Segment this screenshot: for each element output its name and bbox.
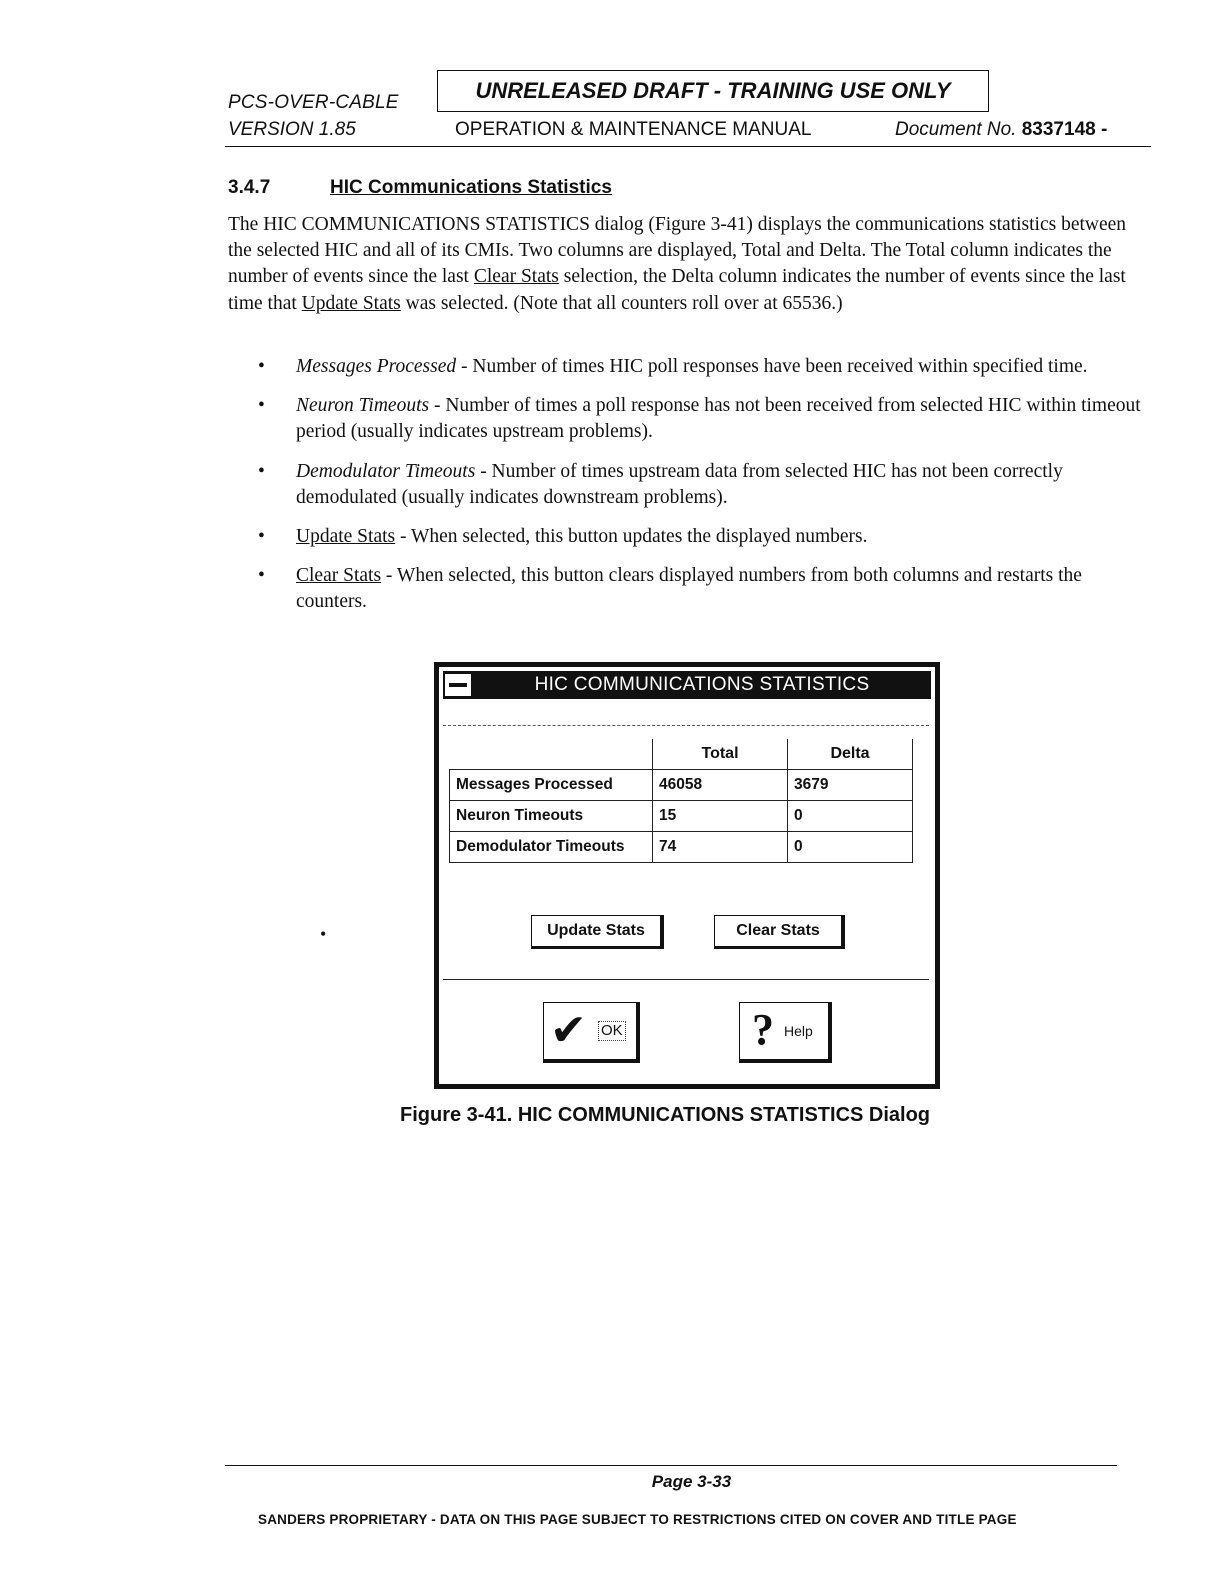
intro-text-2: selection, the Delta column indicates the number of events since the last time that [228, 266, 1126, 314]
ok-button-label: OK [598, 1021, 626, 1041]
header-product: PCS-OVER-CABLE [228, 92, 399, 113]
intro-paragraph [228, 212, 1148, 317]
ok-button[interactable] [543, 1002, 640, 1063]
total-value: 46058 [653, 770, 788, 801]
intro-link-clear-stats: Clear Stats [473, 266, 559, 288]
section-title: HIC Communications Statistics [330, 177, 612, 198]
stray-bullet-icon: • [320, 924, 327, 944]
dialog-title: HIC COMMUNICATIONS STATISTICS [534, 674, 870, 695]
row-label: Demodulator Timeouts [450, 832, 653, 863]
proprietary-notice: SANDERS PROPRIETARY - DATA ON THIS PAGE SUBJECT TO RESTRICTIONS CITED ON COVER AND TITLE PAGE [258, 1512, 1017, 1527]
bullet-icon: • [258, 460, 265, 482]
header-rule [225, 146, 1151, 147]
list-item-text: - When selected, this button updates the displayed numbers. [395, 526, 868, 548]
list-item-term: Clear Stats [296, 565, 382, 587]
bullet-icon: • [258, 356, 265, 377]
row-label: Messages Processed [450, 770, 653, 801]
row-label: Neuron Timeouts [450, 801, 653, 832]
bullet-icon: • [258, 526, 265, 548]
list-item [258, 354, 1148, 380]
table-row [450, 770, 913, 801]
header-draft-notice: UNRELEASED DRAFT - TRAINING USE ONLY [437, 70, 989, 112]
question-mark-icon: ? [752, 1005, 774, 1054]
list-item-text: - When selected, this button clears displayed numbers from both columns and restarts the counters. [296, 565, 1082, 613]
help-button-label: Help [784, 1023, 813, 1039]
header-version: VERSION 1.85 [228, 119, 356, 140]
update-stats-button[interactable]: Update Stats [531, 915, 664, 949]
column-header-total: Total [653, 739, 788, 770]
definition-list [258, 354, 1148, 629]
dialog-separator-bottom [443, 979, 929, 980]
list-item-term: Neuron Timeouts [296, 395, 430, 417]
stats-table [449, 739, 913, 863]
intro-text-3: was selected. (Note that all counters roll over at 65536.) [400, 292, 843, 314]
header-document-number [895, 119, 1107, 141]
footer-rule [225, 1465, 1117, 1466]
intro-text-1: The HIC COMMUNICATIONS STATISTICS dialog (Figure 3-41) displays the communications statistics between the selected HIC and all of its CMIs. Two columns are displayed, Total and Delta. The Total column indicates the number of events since the last [228, 214, 1127, 288]
help-button[interactable] [739, 1002, 832, 1063]
table-header-blank [450, 739, 653, 770]
delta-value: 0 [788, 832, 913, 863]
bullet-icon: • [258, 395, 265, 417]
column-header-delta: Delta [788, 739, 913, 770]
dialog-separator-top [443, 725, 929, 726]
list-item [258, 393, 1148, 445]
document-number: 8337148 - [1021, 119, 1108, 140]
section-number: 3.4.7 [228, 177, 271, 198]
delta-value: 3679 [788, 770, 913, 801]
system-menu-icon[interactable] [445, 674, 471, 696]
page-number: Page 3-33 [651, 1472, 732, 1491]
delta-value: 0 [788, 801, 913, 832]
list-item [258, 459, 1148, 511]
total-value: 74 [653, 832, 788, 863]
clear-stats-button[interactable]: Clear Stats [714, 915, 845, 949]
list-item [258, 524, 1148, 550]
table-row [450, 801, 913, 832]
header-manual-title: OPERATION & MAINTENANCE MANUAL [455, 119, 812, 140]
list-item-text: - Number of times HIC poll responses have been received within specified time. [456, 356, 1088, 377]
total-value: 15 [653, 801, 788, 832]
bullet-icon: • [258, 565, 265, 587]
list-item [258, 563, 1148, 615]
table-row [450, 832, 913, 863]
list-item-term: Update Stats [296, 526, 396, 548]
intro-link-update-stats: Update Stats [301, 292, 401, 314]
list-item-text: - Number of times a poll response has not been received from selected HIC within timeout period (usually indicates upstream problems). [296, 395, 1141, 443]
list-item-text: - Number of times upstream data from selected HIC has not been correctly demodulated (usually indicates downstream problems). [296, 460, 1063, 508]
table-header-row [450, 739, 913, 770]
dialog-titlebar [443, 671, 931, 699]
list-item-term: Messages Processed [296, 356, 457, 377]
checkmark-icon: ✔ [550, 1006, 587, 1055]
list-item-term: Demodulator Timeouts [296, 460, 476, 482]
figure-caption: Figure 3-41. HIC COMMUNICATIONS STATISTICS Dialog [400, 1104, 931, 1126]
hic-stats-dialog [434, 662, 940, 1089]
document-label: Document No. [895, 119, 1017, 140]
